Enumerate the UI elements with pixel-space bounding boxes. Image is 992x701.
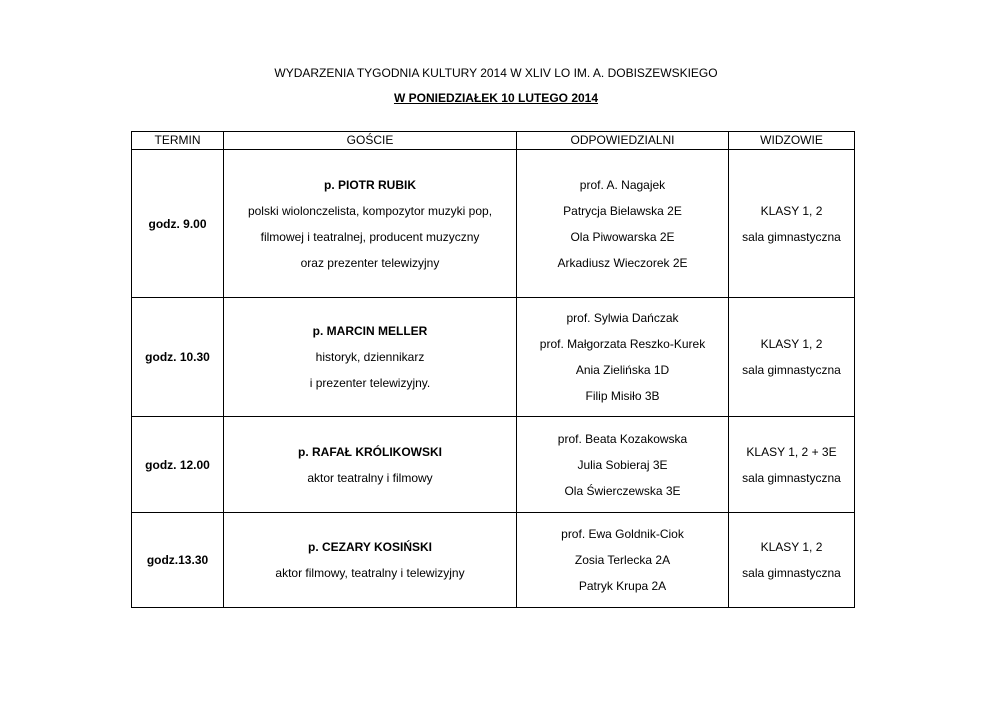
responsible-person: Ania Zielińska 1D bbox=[575, 363, 670, 377]
responsible-person: prof. Ewa Goldnik-Ciok bbox=[561, 527, 684, 541]
responsible-cell bbox=[517, 417, 729, 513]
table-row bbox=[132, 150, 855, 298]
responsible-person: prof. A. Nagajek bbox=[579, 177, 666, 192]
document-title: WYDARZENIA TYGODNIA KULTURY 2014 W XLIV LO IM. A. DOBISZEWSKIEGO bbox=[274, 66, 718, 80]
document-subtitle: W PONIEDZIAŁEK 10 LUTEGO 2014 bbox=[393, 91, 599, 105]
audience-location: sala gimnastyczna bbox=[742, 363, 841, 377]
audience-location: sala gimnastyczna bbox=[742, 229, 841, 244]
guest-cell bbox=[224, 150, 517, 298]
audience-classes: KLASY 1, 2 bbox=[760, 337, 823, 351]
guest-description: i prezenter telewizyjny. bbox=[309, 376, 431, 390]
guest-name: p. RAFAŁ KRÓLIKOWSKI bbox=[298, 444, 442, 459]
audience-cell bbox=[729, 417, 855, 513]
responsible-person: Zosia Terlecka 2A bbox=[574, 553, 671, 567]
responsible-person: Julia Sobieraj 3E bbox=[577, 457, 668, 472]
guest-cell bbox=[224, 298, 517, 417]
audience-classes: KLASY 1, 2 bbox=[760, 203, 823, 218]
header-row bbox=[132, 132, 855, 150]
termin-cell: godz.13.30 bbox=[132, 513, 224, 608]
responsible-cell bbox=[517, 513, 729, 608]
audience-cell bbox=[729, 150, 855, 298]
header-odpowiedzialni: ODPOWIEDZIALNI bbox=[517, 132, 729, 150]
responsible-person: prof. Małgorzata Reszko-Kurek bbox=[539, 337, 706, 351]
header-goscie: GOŚCIE bbox=[224, 132, 517, 150]
responsible-person: Ola Świerczewska 3E bbox=[564, 483, 681, 498]
responsible-person: Patrycja Bielawska 2E bbox=[563, 203, 682, 218]
schedule-table bbox=[131, 131, 855, 608]
header-widzowie: WIDZOWIE bbox=[729, 132, 855, 150]
audience-classes: KLASY 1, 2 + 3E bbox=[746, 444, 837, 459]
responsible-cell bbox=[517, 150, 729, 298]
termin-cell: godz. 12.00 bbox=[132, 417, 224, 513]
responsible-person: prof. Sylwia Dańczak bbox=[566, 311, 679, 325]
guest-description: aktor teatralny i filmowy bbox=[307, 470, 433, 485]
audience-location: sala gimnastyczna bbox=[742, 470, 841, 485]
responsible-cell bbox=[517, 298, 729, 417]
guest-cell bbox=[224, 513, 517, 608]
table-row bbox=[132, 298, 855, 417]
responsible-person: Ola Piwowarska 2E bbox=[570, 229, 675, 244]
termin-cell: godz. 10.30 bbox=[132, 298, 224, 417]
guest-name: p. PIOTR RUBIK bbox=[324, 177, 416, 192]
responsible-person: Filip Misiło 3B bbox=[585, 389, 660, 403]
guest-description: aktor filmowy, teatralny i telewizyjny bbox=[275, 566, 465, 580]
responsible-person: Patryk Krupa 2A bbox=[578, 579, 667, 593]
responsible-person: prof. Beata Kozakowska bbox=[557, 431, 688, 446]
guest-description: historyk, dziennikarz bbox=[315, 350, 425, 364]
guest-description: filmowej i teatralnej, producent muzyczny bbox=[260, 229, 480, 244]
audience-classes: KLASY 1, 2 bbox=[760, 540, 823, 554]
header-termin: TERMIN bbox=[132, 132, 224, 150]
table-row bbox=[132, 513, 855, 608]
audience-cell bbox=[729, 298, 855, 417]
audience-location: sala gimnastyczna bbox=[742, 566, 841, 580]
audience-cell bbox=[729, 513, 855, 608]
guest-name: p. MARCIN MELLER bbox=[312, 324, 428, 338]
table-row bbox=[132, 417, 855, 513]
responsible-person: Arkadiusz Wieczorek 2E bbox=[557, 255, 688, 270]
guest-name: p. CEZARY KOSIŃSKI bbox=[307, 540, 432, 554]
guest-description: polski wiolonczelista, kompozytor muzyki pop, bbox=[247, 203, 493, 218]
guest-description: oraz prezenter telewizyjny bbox=[300, 255, 440, 270]
termin-cell: godz. 9.00 bbox=[132, 150, 224, 298]
guest-cell bbox=[224, 417, 517, 513]
